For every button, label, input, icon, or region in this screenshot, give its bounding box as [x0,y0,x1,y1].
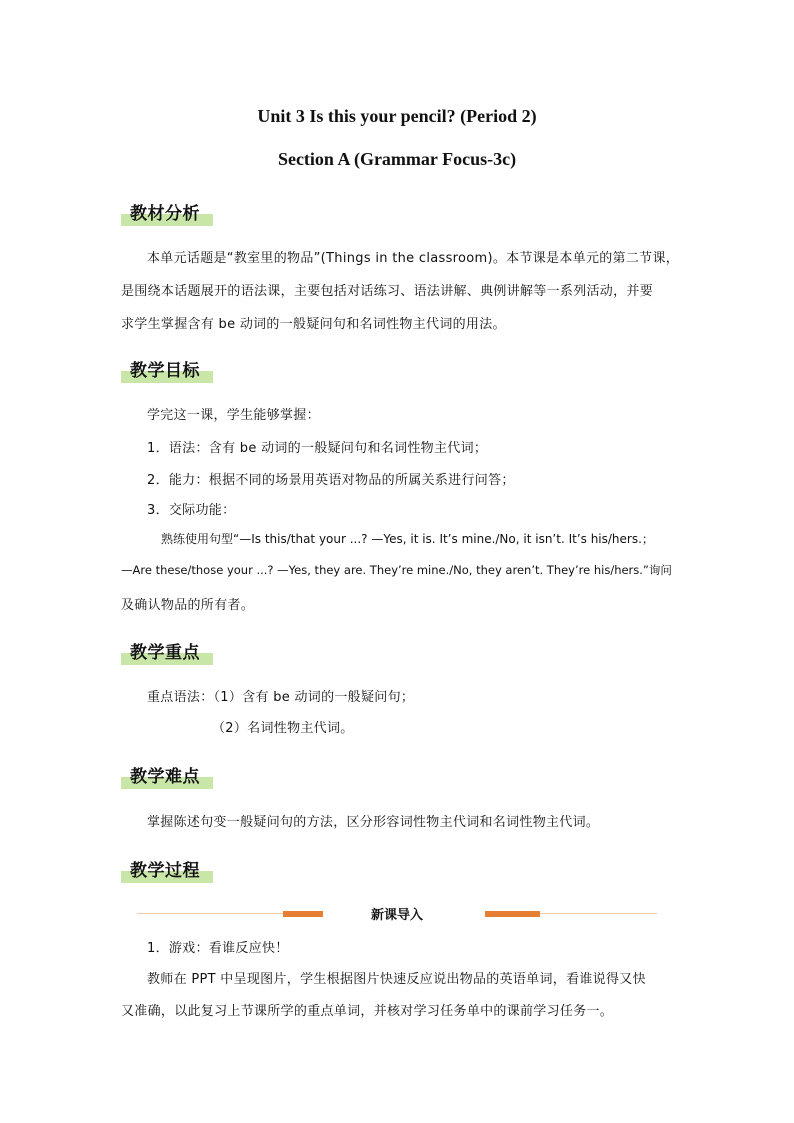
goals-item-2: 2．能力：根据不同的场景用英语对物品的所属关系进行问答； [147,473,515,488]
analysis-line-1: 本单元话题是“教室里的物品”(Things in the classroom)。本节课是本单元的第二节课， [147,251,680,266]
heading-text: 教材分析 [130,204,200,224]
analysis-line-3: 求学生掌握含有 be 动词的一般疑问句和名词性物主代词的用法。 [121,317,506,332]
process-line-3: 又准确，以此复习上节课所学的重点单词，并核对学习任务单中的课前学习任务一。 [121,1004,614,1019]
key-point-1: 重点语法：（1）含有 be 动词的一般疑问句； [147,690,415,705]
key-point-2: （2）名词性物主代词。 [212,721,354,736]
goals-item-3: 3．交际功能： [147,503,236,518]
goals-pattern-line-2: —Are these/those your ...? —Yes, they are. They’re mine./No, they aren’t. They’re his/hers.”询问 [121,563,672,577]
divider-line-right [540,913,657,914]
document-subtitle: Section A (Grammar Focus-3c) [277,149,517,169]
heading-text: 教学过程 [130,861,200,881]
process-line-2: 教师在 PPT 中呈现图片，学生根据图片快速反应说出物品的英语单词，看谁说得又快 [147,972,646,987]
difficulty-line-1: 掌握陈述句变一般疑问句的方法，区分形容词性物主代词和名词性物主代词。 [147,815,600,830]
divider-accent-right [485,911,540,917]
document-title: Unit 3 Is this your pencil? (Period 2) [257,106,537,126]
heading-text: 教学难点 [130,767,200,787]
analysis-line-2: 是围绕本话题展开的语法课，主要包括对话练习、语法讲解、典例讲解等一系列活动，并要 [121,284,654,299]
heading-text: 教学重点 [130,643,200,663]
goals-item-1: 1．语法：含有 be 动词的一般疑问句和名词性物主代词； [147,441,488,456]
heading-text: 教学目标 [130,361,200,381]
goals-pattern-line-1: 熟练使用句型“—Is this/that your ...? —Yes, it is. It’s mine./No, it isn’t. It’s his/hers.； [161,532,654,546]
goals-intro: 学完这一课，学生能够掌握： [147,408,320,423]
goals-pattern-line-3: 及确认物品的所有者。 [121,598,255,613]
process-item-1: 1．游戏：看谁反应快！ [147,941,289,956]
subsection-title: 新课导入 [370,908,423,923]
